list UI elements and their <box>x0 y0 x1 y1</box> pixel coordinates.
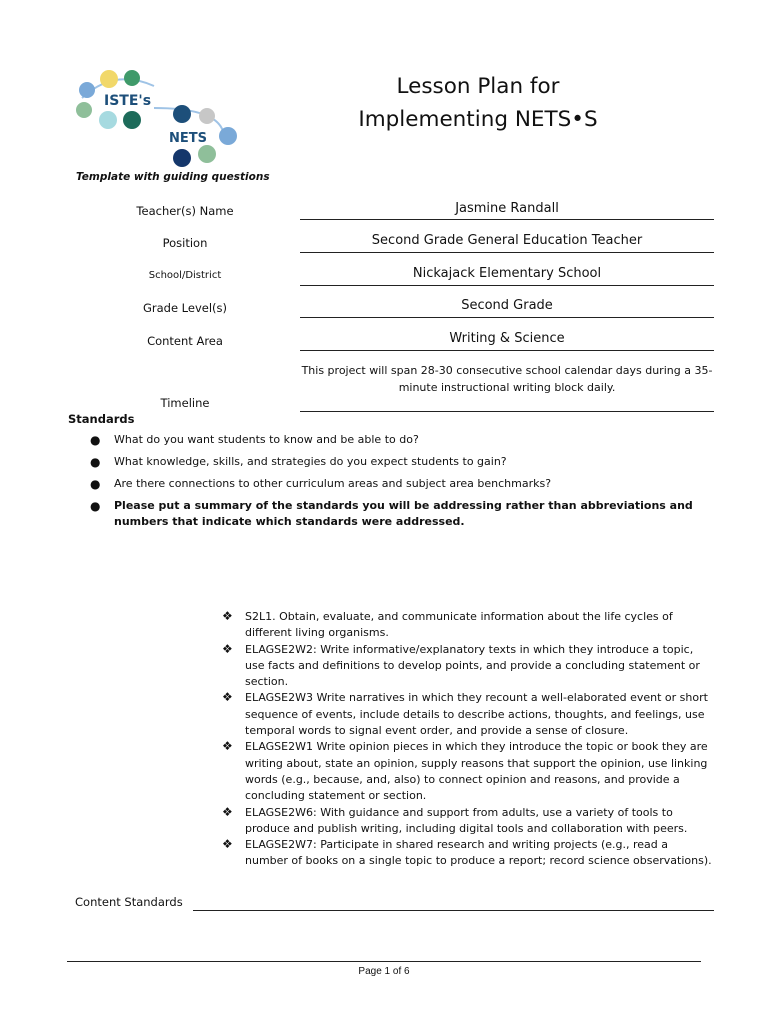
logo-text-bottom: NETS <box>169 131 207 146</box>
list-item <box>222 642 712 691</box>
field-value-school: Nickajack Elementary School <box>412 266 602 281</box>
field-label-teacher: Teacher(s) Name <box>136 204 234 218</box>
iste-nets-logo <box>74 68 238 168</box>
field-underline <box>300 219 714 220</box>
field-underline <box>300 317 714 318</box>
footer-divider <box>67 961 701 962</box>
list-item <box>222 609 712 642</box>
bullet-icon: ● <box>90 499 101 513</box>
bullet-icon: ● <box>90 433 101 447</box>
question-text: Please put a summary of the standards you will be addressing rather than abbreviations and numbers that indicate which standards were addressed. <box>114 499 693 528</box>
diamond-bullet-icon: ❖ <box>222 641 233 656</box>
page-number: Page 1 of 6 <box>358 966 410 977</box>
field-label-school: School/District <box>148 270 222 281</box>
field-underline <box>300 350 714 351</box>
field-value-timeline: This project will span 28-30 consecutive school calendar days during a 35-minute instructional writing block daily. <box>301 364 713 394</box>
standard-text: ELAGSE2W1 Write opinion pieces in which they introduce the topic or book they are writing about, state an opinion, supply reasons that support the opinion, use linking words (e.g., because, and, also) to connect opinion and reasons, and provide a concluding statement or section. <box>245 740 708 803</box>
question-text: What do you want students to know and be able to do? <box>114 433 419 446</box>
field-value-position: Second Grade General Education Teacher <box>371 233 643 248</box>
title-line-2: Implementing NETS•S <box>358 107 598 132</box>
field-value-grade: Second Grade <box>461 298 553 313</box>
tagline: Template with guiding questions <box>76 171 270 183</box>
content-standards-underline <box>193 910 714 911</box>
list-item <box>90 432 710 448</box>
diamond-bullet-icon: ❖ <box>222 739 233 754</box>
page-title <box>300 70 656 136</box>
field-value-content-area: Writing & Science <box>449 331 565 346</box>
standard-text: S2L1. Obtain, evaluate, and communicate information about the life cycles of different living organisms. <box>245 610 673 640</box>
diamond-bullet-icon: ❖ <box>222 609 233 623</box>
field-underline <box>300 285 714 286</box>
list-item <box>90 498 710 530</box>
bullet-icon: ● <box>90 455 101 469</box>
content-standards-label: Content Standards <box>75 895 183 909</box>
standard-text: ELAGSE2W3 Write narratives in which they recount a well-elaborated event or short sequence of events, include details to describe actions, thoughts, and feelings, use temporal words to signal event order, and provide a sense of closure. <box>245 691 708 738</box>
list-item <box>90 476 710 492</box>
list-item <box>222 690 712 739</box>
question-text: Are there connections to other curriculum areas and subject area benchmarks? <box>114 477 552 490</box>
field-underline <box>300 411 714 412</box>
guiding-questions-list <box>90 432 710 536</box>
standards-heading: Standards <box>68 412 135 426</box>
field-label-timeline: Timeline <box>160 396 210 410</box>
content-standards-list <box>222 609 712 870</box>
diamond-bullet-icon: ❖ <box>222 690 233 705</box>
bullet-icon: ● <box>90 477 101 491</box>
standard-text: ELAGSE2W6: With guidance and support from adults, use a variety of tools to produce and publish writing, including digital tools and collaboration with peers. <box>245 805 688 835</box>
title-line-1: Lesson Plan for <box>396 74 560 99</box>
logo-text-top: ISTE's <box>104 93 152 109</box>
field-value-teacher: Jasmine Randall <box>455 201 559 216</box>
diamond-bullet-icon: ❖ <box>222 804 233 819</box>
standard-text: ELAGSE2W7: Participate in shared research and writing projects (e.g., read a number of books on a single topic to produce a report; record science observations). <box>245 838 712 868</box>
field-label-grade: Grade Level(s) <box>142 301 228 315</box>
list-item <box>90 454 710 470</box>
standard-text: ELAGSE2W2: Write informative/explanatory texts in which they introduce a topic, use facts and definitions to develop points, and provide a concluding statement or section. <box>245 642 700 689</box>
list-item <box>222 739 712 804</box>
list-item <box>222 805 712 838</box>
diamond-bullet-icon: ❖ <box>222 837 233 852</box>
field-label-position: Position <box>162 236 208 250</box>
field-label-content-area: Content Area <box>147 334 223 348</box>
list-item <box>222 837 712 870</box>
question-text: What knowledge, skills, and strategies do you expect students to gain? <box>114 455 507 468</box>
field-underline <box>300 252 714 253</box>
